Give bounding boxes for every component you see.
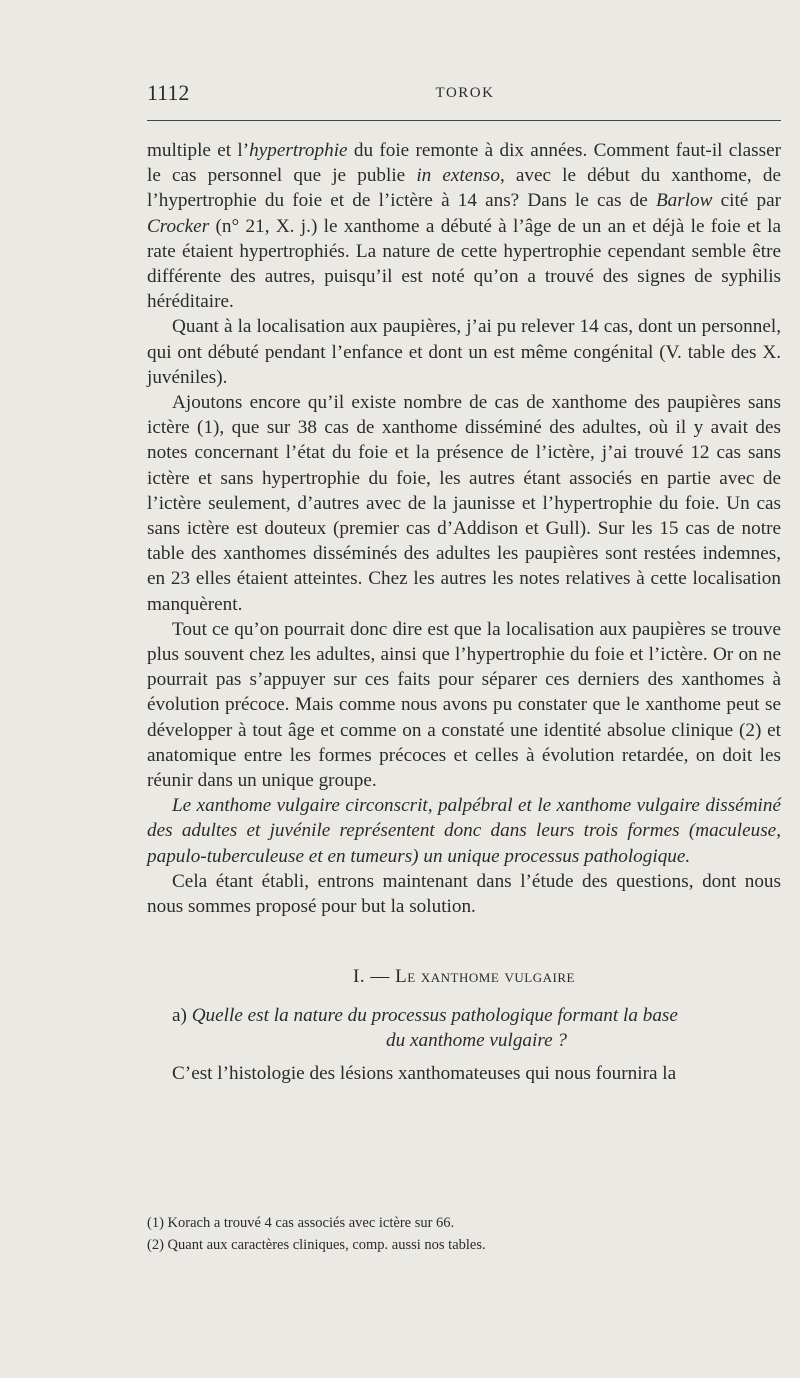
p1-text-2: du foie remonte à dix années. Comment faut-il classer le cas personnel que je publie — [147, 140, 781, 187]
p1-text-4: cité par — [712, 190, 781, 212]
p1-text-1: multiple et l’ — [147, 140, 250, 161]
subsection-question-line2: du xanthome vulgaire ? — [386, 1029, 567, 1051]
p1-text-5: (n° 21, X. j.) le xanthome a débuté à l’âge de un an et déjà le foie et la rate étaient hypertrophiés. La nature de cette hypertrophie cependant semble être différente des autres, puisqu’il est noté qu’on a trouvé des signes de syphilis héréditaire. — [147, 215, 781, 313]
paragraph-7: C’est l’histologie des lésions xanthomateuses qui nous fournira la — [172, 1062, 677, 1084]
p5-italic: Le xanthome vulgaire circonscrit, palpébral et le xanthome vulgaire disséminé des adultes et juvénile représentent donc dans leurs trois formes (maculeuse, papulo-tuberculeuse et en tumeurs) un unique processus pathologique. — [147, 795, 781, 867]
page-number: 1112 — [147, 80, 190, 105]
subsection-question-line1: Quelle est la nature du processus pathologique formant la base — [191, 1004, 678, 1026]
p1-italic-1: hypertrophie — [249, 140, 348, 161]
paragraph-5-italic — [147, 793, 781, 869]
header-rule — [147, 120, 781, 121]
page-header — [147, 80, 783, 108]
p1-italic-3: Barlow — [655, 190, 713, 212]
paragraph-6: Cela étant établi, entrons maintenant dans l’étude des questions, dont nous nous sommes proposé pour but la solution. — [147, 870, 781, 918]
running-title: TOROK — [435, 85, 495, 101]
paragraph-2: Quant à la localisation aux paupières, j’ai pu relever 14 cas, dont un personnel, qui ont débuté pendant l’enfance et dont un est même congénital (V. table des X. juvéniles). — [147, 316, 781, 388]
paragraph-1 — [147, 138, 781, 314]
p1-italic-4: Crocker — [147, 215, 210, 237]
footnotes — [147, 1212, 781, 1256]
footnote-1: (1) Korach a trouvé 4 cas associés avec ictère sur 66. — [147, 1215, 455, 1231]
paragraph-3: Ajoutons encore qu’il existe nombre de cas de xanthome des paupières sans ictère (1), que sur 38 cas de xanthome disséminé des adultes, où il y avait des notes concernant l’état du foie et la présence de l’ictère, j’ai trouvé 12 cas sans ictère et sans hypertrophie du foie, les autres étant associés en partie avec de l’ictère seulement, d’autres avec de la jaunisse et l’hypertrophie du foie. Un cas sans ictère est douteux (premier cas d’Addison et Gull). Sur les 15 cas de notre table des xanthomes disséminés des adultes les paupières sont restées indemnes, en 23 elles étaient atteintes. Chez les autres les notes relatives à cette localisation manquèrent. — [147, 392, 781, 615]
body-text — [147, 138, 781, 1086]
section-heading: I. — Le xanthome vulgaire — [353, 966, 575, 988]
subsection-label: a) — [172, 1004, 192, 1026]
p1-text-3: , avec le début du xanthome, de l’hypertrophie du foie et de l’ictère à 14 ans? Dans le cas de — [147, 165, 781, 212]
footnote-2: (2) Quant aux caractères cliniques, comp. aussi nos tables. — [147, 1237, 486, 1253]
p1-italic-2: in extenso — [416, 165, 500, 187]
subsection-question — [147, 1003, 781, 1053]
paragraph-4: Tout ce qu’on pourrait donc dire est que la localisation aux paupières se trouve plus souvent chez les adultes, ainsi que l’hypertrophie du foie et l’ictère. Or on ne pourrait pas s’appuyer sur ces faits pour séparer ces derniers des xanthomes à évolution précoce. Mais comme nous avons pu constater que le xanthome peut se développer à tout âge et comme on a constaté une identité absolue clinique (2) et anatomique entre les formes précoces et celles à évolution retardée, on doit les réunir dans un unique groupe. — [147, 618, 781, 792]
